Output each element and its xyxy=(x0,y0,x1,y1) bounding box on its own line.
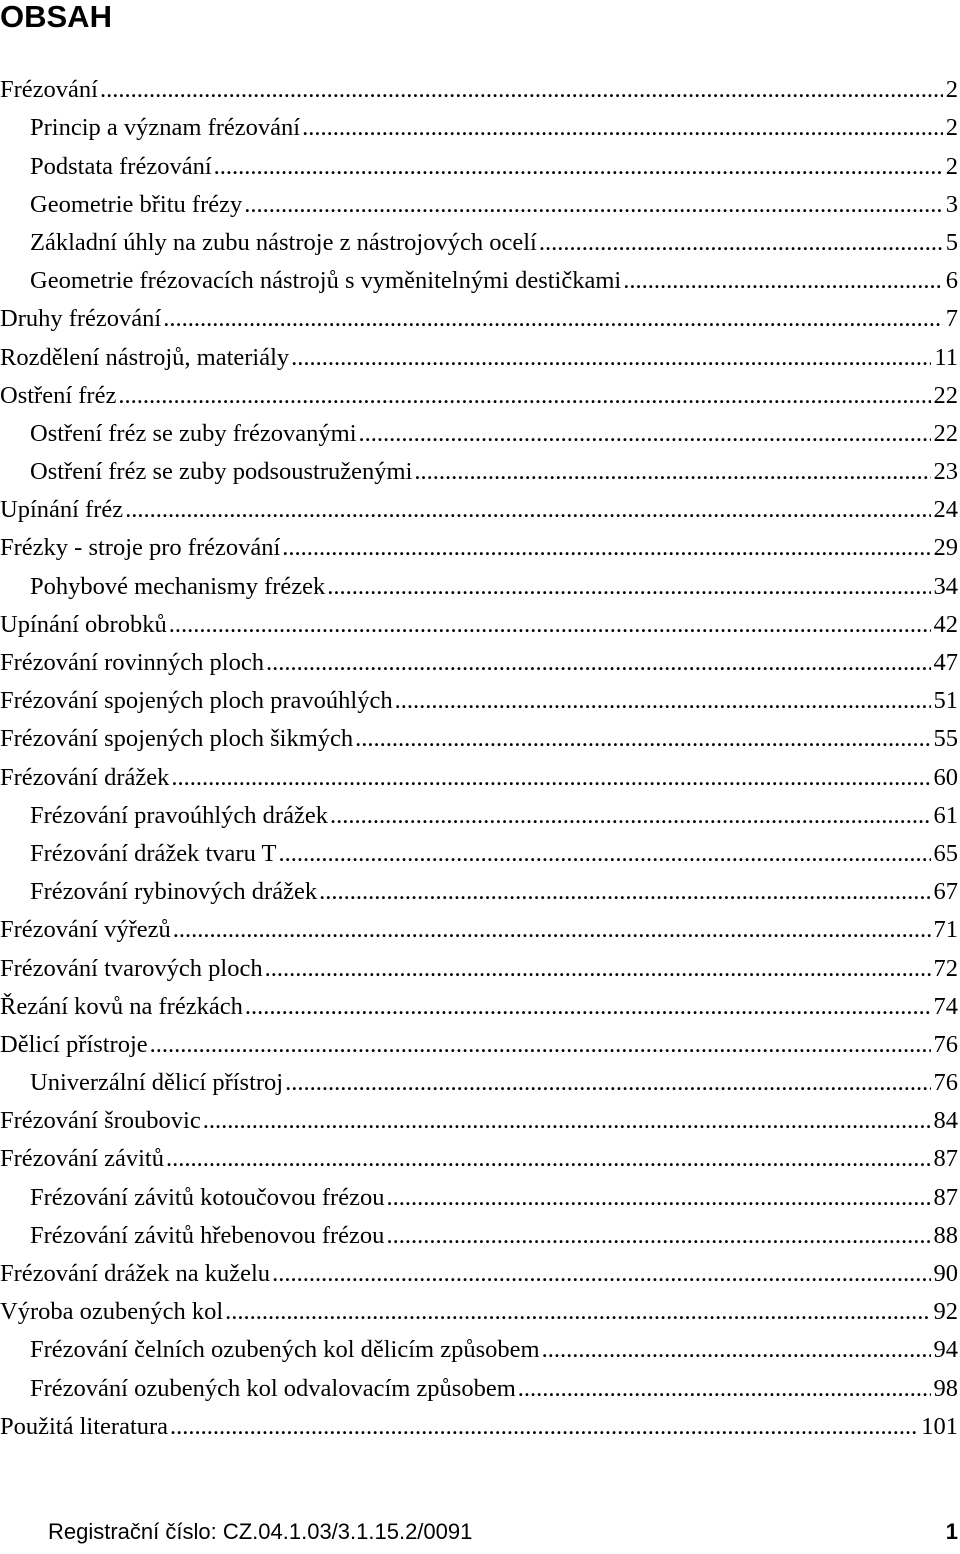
toc-entry-page[interactable]: 60 xyxy=(933,763,958,791)
toc-dot-leader xyxy=(386,1221,930,1251)
toc-dot-leader xyxy=(291,343,931,373)
toc-entry[interactable] xyxy=(0,644,958,682)
toc-entry-page[interactable]: 2 xyxy=(945,114,958,142)
toc-entry-page[interactable]: 22 xyxy=(933,381,958,409)
toc-dot-leader xyxy=(166,1144,931,1174)
toc-entry-title[interactable]: Upínání obrobků xyxy=(0,610,167,638)
toc-entry-page[interactable]: 2 xyxy=(945,152,958,180)
toc-entry[interactable] xyxy=(0,109,958,147)
toc-dot-leader xyxy=(386,1183,930,1213)
toc-entry-title[interactable]: Upínání fréz xyxy=(0,496,124,524)
toc-entry-title[interactable]: Frézování drážek tvaru T xyxy=(30,839,277,867)
toc-entry-page[interactable]: 29 xyxy=(933,534,958,562)
toc-entry[interactable] xyxy=(0,338,958,376)
toc-entry-title[interactable]: Frézování ozubených kol odvalovacím způsobem xyxy=(30,1374,516,1402)
toc-entry-page[interactable]: 98 xyxy=(933,1374,958,1402)
toc-entry-page[interactable]: 23 xyxy=(933,458,958,486)
toc-entry[interactable] xyxy=(0,1331,958,1369)
toc-entry-page[interactable]: 71 xyxy=(933,916,958,944)
toc-entry[interactable] xyxy=(0,300,958,338)
toc-dot-leader xyxy=(623,266,943,296)
toc-entry-title[interactable]: Princip a význam frézování xyxy=(30,114,301,142)
toc-entry-title[interactable]: Pohybové mechanismy frézek xyxy=(30,572,326,600)
toc-dot-leader xyxy=(265,954,931,984)
toc-entry[interactable] xyxy=(0,1217,958,1255)
toc-entry[interactable] xyxy=(0,186,958,224)
toc-entry[interactable] xyxy=(0,224,958,262)
toc-dot-leader xyxy=(169,610,931,640)
toc-entry[interactable] xyxy=(0,262,958,300)
toc-dot-leader xyxy=(125,495,930,525)
toc-entry-page[interactable]: 47 xyxy=(933,649,958,676)
toc-entry-title[interactable]: Rozdělení nástrojů, materiály xyxy=(0,343,290,371)
toc-dot-leader xyxy=(355,724,930,754)
toc-entry-page[interactable]: 76 xyxy=(933,1069,958,1097)
toc-entry[interactable] xyxy=(0,1293,958,1331)
toc-entry-title[interactable]: Frézování drážek na kuželu xyxy=(0,1260,271,1287)
toc-dot-leader xyxy=(163,304,943,334)
toc-entry-title[interactable]: Frézování výřezů xyxy=(0,916,171,944)
toc-dot-leader xyxy=(319,877,930,907)
toc-entry-page[interactable]: 22 xyxy=(933,419,958,447)
toc-dot-leader xyxy=(118,381,930,411)
toc-entry-title[interactable]: Frézování tvarových ploch xyxy=(0,954,263,982)
toc-dot-leader xyxy=(539,228,943,258)
page-number: 1 xyxy=(945,1519,958,1544)
toc-dot-leader xyxy=(244,190,943,220)
toc-dot-leader xyxy=(330,801,931,831)
toc-dot-leader xyxy=(302,113,943,143)
toc-dot-leader xyxy=(518,1374,931,1404)
toc-entry[interactable] xyxy=(0,529,958,567)
toc-dot-leader xyxy=(395,686,931,716)
toc-entry[interactable] xyxy=(0,606,958,644)
toc-entry-title[interactable]: Ostření fréz xyxy=(0,381,117,409)
toc-dot-leader xyxy=(266,648,931,678)
page-footer xyxy=(48,1517,958,1553)
toc-entry[interactable] xyxy=(0,797,958,835)
toc-dot-leader xyxy=(278,839,930,869)
toc-entry-title[interactable]: Frézování rybinových drážek xyxy=(30,878,318,906)
toc-entry[interactable] xyxy=(0,71,958,109)
toc-dot-leader xyxy=(282,533,930,563)
toc-dot-leader xyxy=(359,419,931,449)
toc-dot-leader xyxy=(173,915,931,945)
toc-entry[interactable] xyxy=(0,1255,958,1293)
toc-entry-title[interactable]: Řezání kovů na frézkách xyxy=(0,992,243,1020)
toc-dot-leader xyxy=(272,1259,930,1289)
table-of-contents xyxy=(0,71,958,1446)
toc-dot-leader xyxy=(542,1335,931,1365)
toc-entry-page[interactable]: 84 xyxy=(933,1107,958,1135)
toc-entry[interactable] xyxy=(0,988,958,1026)
toc-dot-leader xyxy=(170,1412,918,1442)
toc-entry-page[interactable]: 72 xyxy=(933,954,958,982)
toc-dot-leader xyxy=(327,572,930,602)
toc-entry-title[interactable]: Výroba ozubených kol xyxy=(0,1298,224,1326)
toc-entry-title[interactable]: Frézování čelních ozubených kol dělicím způsobem xyxy=(30,1336,540,1364)
toc-entry-page[interactable]: 34 xyxy=(933,572,958,600)
page-title: OBSAH xyxy=(0,0,112,34)
toc-entry-page[interactable]: 6 xyxy=(945,267,958,295)
toc-entry-title[interactable]: Frézování spojených ploch šikmých xyxy=(0,725,354,753)
toc-entry-title[interactable]: Frézování drážek xyxy=(0,763,170,791)
toc-entry-page[interactable]: 87 xyxy=(933,1145,958,1173)
toc-entry-title[interactable]: Frézování pravoúhlých drážek xyxy=(30,801,328,829)
toc-dot-leader xyxy=(214,152,943,182)
toc-dot-leader xyxy=(171,763,930,793)
toc-entry-title[interactable]: Frézování šroubovic xyxy=(0,1107,201,1135)
toc-entry-title[interactable]: Ostření fréz se zuby podsoustruženými xyxy=(30,458,413,486)
toc-entry[interactable] xyxy=(0,1369,958,1407)
toc-entry-title[interactable]: Geometrie břitu frézy xyxy=(30,190,243,218)
toc-entry[interactable] xyxy=(0,567,958,605)
toc-entry-page[interactable]: 5 xyxy=(945,228,958,256)
toc-entry-page[interactable]: 7 xyxy=(945,305,958,333)
toc-entry-page[interactable]: 67 xyxy=(933,878,958,906)
toc-entry[interactable] xyxy=(0,1140,958,1178)
toc-entry-title[interactable]: Frézování závitů kotoučovou frézou xyxy=(30,1183,385,1211)
toc-entry-page[interactable]: 101 xyxy=(921,1412,958,1440)
toc-entry-title[interactable]: Frézky - stroje pro frézování xyxy=(0,534,281,562)
toc-entry-page[interactable]: 90 xyxy=(933,1260,958,1287)
toc-dot-leader xyxy=(245,992,931,1022)
toc-entry[interactable] xyxy=(0,873,958,911)
toc-entry-page[interactable]: 3 xyxy=(945,190,958,218)
toc-entry[interactable] xyxy=(0,682,958,720)
toc-entry[interactable] xyxy=(0,835,958,873)
toc-entry[interactable] xyxy=(0,1102,958,1140)
toc-entry[interactable] xyxy=(0,377,958,415)
toc-dot-leader xyxy=(150,1030,931,1060)
toc-entry-title[interactable]: Frézování závitů hřebenovou frézou xyxy=(30,1221,385,1249)
toc-entry-page[interactable]: 76 xyxy=(933,1030,958,1058)
toc-entry[interactable] xyxy=(0,453,958,491)
toc-entry-title[interactable]: Geometrie frézovacích nástrojů s vyměnitelnými destičkami xyxy=(30,267,622,295)
toc-entry-page[interactable]: 24 xyxy=(933,496,958,524)
toc-entry[interactable] xyxy=(0,415,958,453)
toc-entry-title[interactable]: Dělicí přístroje xyxy=(0,1030,148,1058)
toc-entry-page[interactable]: 61 xyxy=(933,801,958,829)
toc-entry-title[interactable]: Ostření fréz se zuby frézovanými xyxy=(30,419,357,447)
toc-entry-page[interactable]: 2 xyxy=(945,76,958,104)
toc-entry[interactable] xyxy=(0,949,958,987)
toc-dot-leader xyxy=(225,1297,930,1327)
toc-entry-title[interactable]: Použitá literatura xyxy=(0,1412,169,1440)
toc-entry-title[interactable]: Druhy frézování xyxy=(0,305,162,333)
toc-entry-page[interactable]: 11 xyxy=(934,343,958,371)
registration-number: Registrační číslo: CZ.04.1.03/3.1.15.2/0091 xyxy=(48,1519,473,1544)
toc-entry-page[interactable]: 42 xyxy=(933,610,958,638)
toc-entry[interactable] xyxy=(0,1178,958,1216)
toc-dot-leader xyxy=(100,75,943,105)
toc-entry[interactable] xyxy=(0,758,958,796)
toc-entry-page[interactable]: 65 xyxy=(933,839,958,867)
toc-entry-page[interactable]: 94 xyxy=(933,1336,958,1364)
toc-entry[interactable] xyxy=(0,1064,958,1102)
toc-entry-page[interactable]: 55 xyxy=(933,725,958,753)
toc-entry[interactable] xyxy=(0,1026,958,1064)
toc-entry-page[interactable]: 87 xyxy=(933,1183,958,1211)
toc-entry-page[interactable]: 92 xyxy=(933,1298,958,1326)
toc-entry-title[interactable]: Frézování spojených ploch pravoúhlých xyxy=(0,687,393,715)
toc-entry[interactable] xyxy=(0,911,958,949)
toc-entry-page[interactable]: 51 xyxy=(933,687,958,715)
toc-dot-leader xyxy=(203,1106,931,1136)
toc-entry-title[interactable]: Základní úhly na zubu nástroje z nástrojových ocelí xyxy=(30,228,537,256)
toc-entry-page[interactable]: 88 xyxy=(933,1221,958,1249)
toc-entry[interactable] xyxy=(0,1408,958,1446)
toc-dot-leader xyxy=(285,1068,930,1098)
toc-entry-title[interactable]: Univerzální dělicí přístroj xyxy=(30,1069,284,1097)
toc-entry-title[interactable]: Frézování rovinných ploch xyxy=(0,649,264,676)
toc-entry-title[interactable]: Podstata frézování xyxy=(30,152,212,180)
toc-entry-title[interactable]: Frézování závitů xyxy=(0,1145,164,1173)
toc-entry-page[interactable]: 74 xyxy=(933,992,958,1020)
toc-entry[interactable] xyxy=(0,147,958,185)
toc-entry-title[interactable]: Frézování xyxy=(0,76,98,104)
toc-dot-leader xyxy=(414,457,930,487)
toc-entry[interactable] xyxy=(0,720,958,758)
toc-entry[interactable] xyxy=(0,491,958,529)
